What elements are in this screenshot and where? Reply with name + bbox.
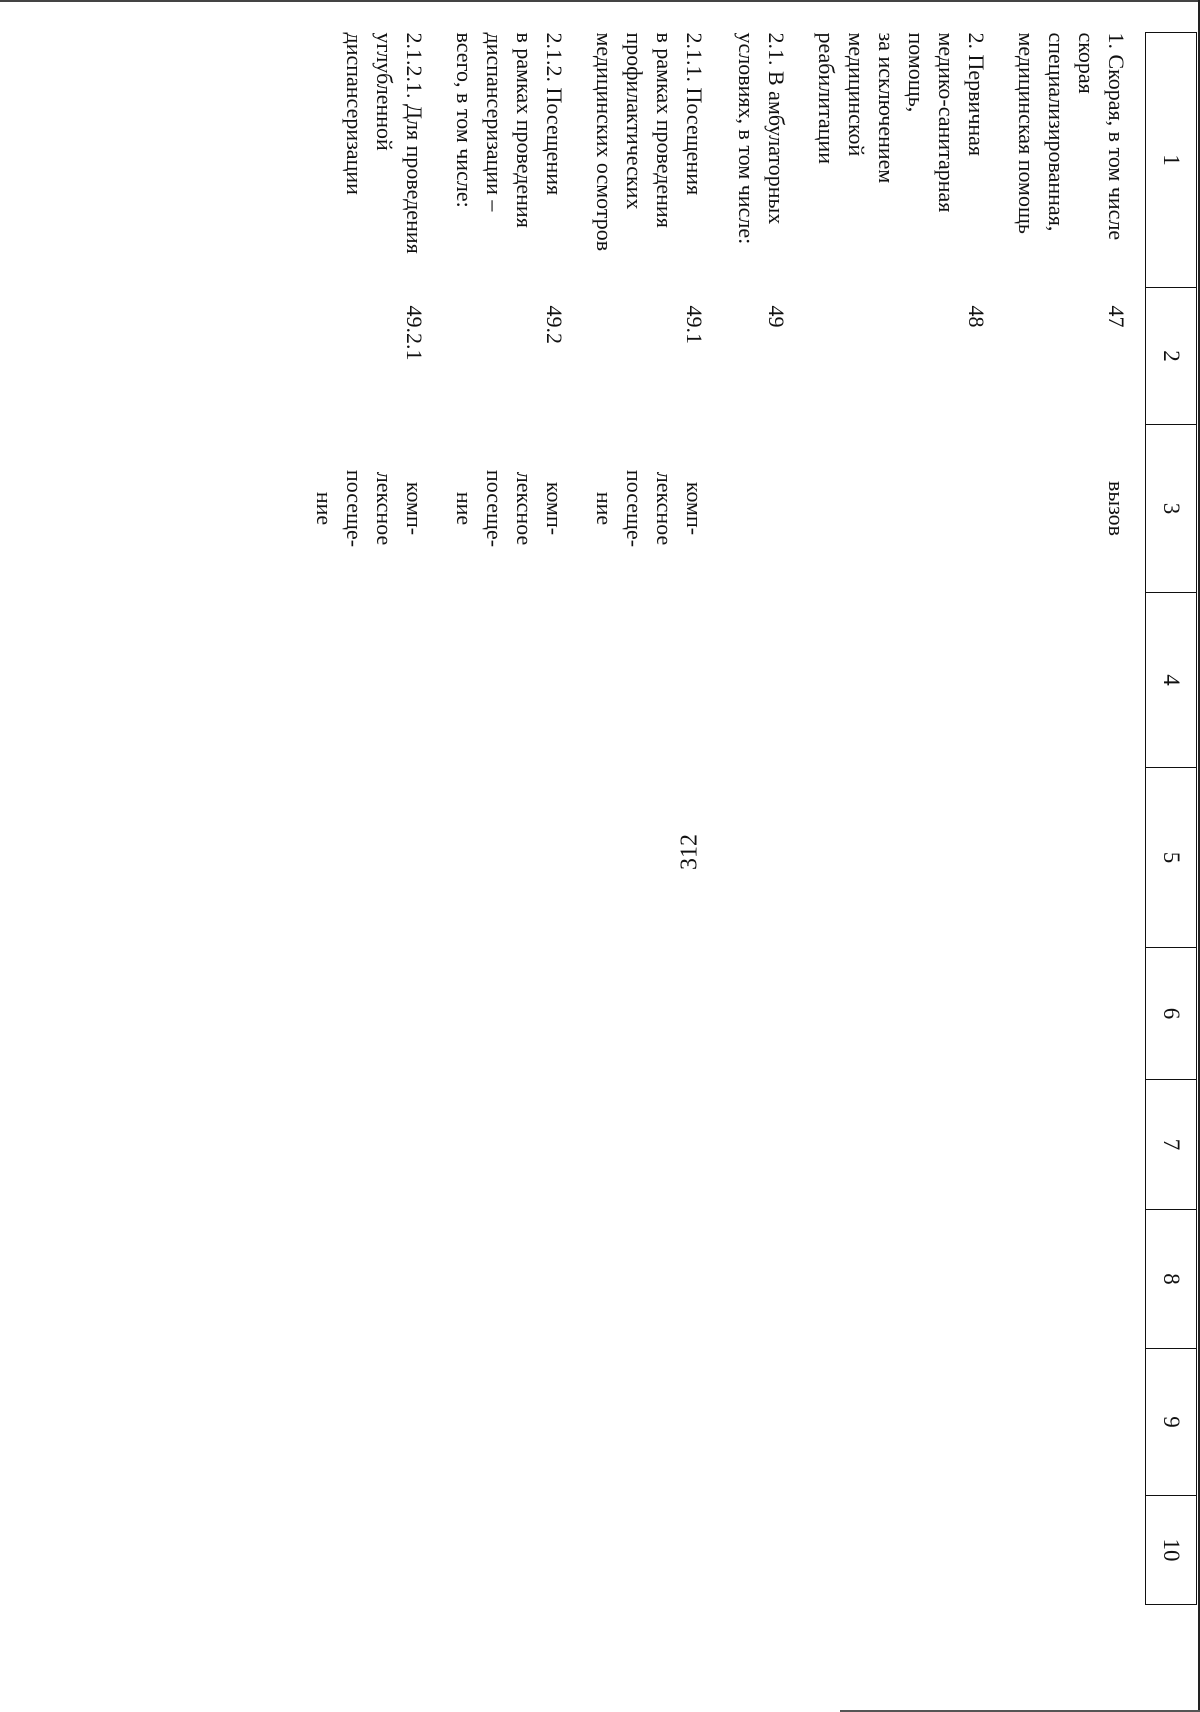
row-name-line: помощь, bbox=[904, 32, 929, 113]
row-code-cell: 48 bbox=[964, 305, 989, 328]
row-name-line: углубленной bbox=[372, 32, 397, 151]
row-unit-line: вызов bbox=[1104, 480, 1129, 537]
column-header: 5 bbox=[1146, 768, 1197, 948]
row-name-line: 2. Первичная bbox=[964, 32, 989, 157]
row-name-line: медицинская помощь bbox=[1014, 32, 1039, 234]
row-name-line: 2.1.2. Посещения bbox=[542, 32, 567, 196]
row-unit-line: лексное bbox=[652, 471, 677, 546]
row-name-line: 1. Скорая, в том числе bbox=[1104, 32, 1129, 241]
column-header: 3 bbox=[1146, 425, 1197, 593]
row-name-line: медицинских осмотров bbox=[592, 32, 617, 252]
row-name-line: скорая bbox=[1074, 32, 1099, 94]
row-name-line: 2.1.2.1. Для проведения bbox=[402, 32, 427, 254]
row-unit-cell bbox=[991, 425, 1146, 593]
table-row bbox=[791, 33, 991, 1605]
row-unit-cell bbox=[289, 425, 429, 593]
column-header: 1 bbox=[1146, 33, 1197, 288]
row-code-cell: 49.1 bbox=[682, 305, 707, 344]
row-name-line: диспансеризации – bbox=[482, 32, 507, 212]
row-code-cell: 49.2 bbox=[542, 305, 567, 344]
table-row bbox=[991, 33, 1146, 1605]
row-name-line: за исключением bbox=[874, 32, 899, 184]
row-unit-line: лексное bbox=[372, 471, 397, 546]
table-row bbox=[429, 33, 569, 1605]
row-name-line: реабилитации bbox=[814, 32, 839, 164]
row-unit-cell bbox=[569, 425, 709, 593]
table-header-row bbox=[1146, 33, 1197, 1605]
row-code-cell: 49.2.1 bbox=[402, 305, 427, 361]
row-code-cell: 49 bbox=[764, 305, 789, 328]
row-name-line: условиях, в том числе: bbox=[734, 32, 759, 245]
column-header: 2 bbox=[1146, 288, 1197, 425]
row-code-cell: 47 bbox=[1104, 305, 1129, 328]
column-header: 9 bbox=[1146, 1349, 1197, 1496]
rotated-table-wrapper bbox=[289, 32, 1197, 1605]
row-name-cell bbox=[429, 33, 569, 288]
row-name-cell bbox=[791, 33, 991, 288]
page-number: 312 bbox=[676, 834, 703, 870]
row-unit-line: ние bbox=[592, 491, 617, 526]
row-unit-line: комп- bbox=[682, 481, 707, 536]
row-name-cell bbox=[991, 33, 1146, 288]
column-header: 10 bbox=[1146, 1496, 1197, 1605]
row-name-line: в рамках проведения bbox=[512, 32, 537, 228]
row-name-line: 2.1. В амбулаторных bbox=[764, 32, 789, 225]
row-unit-line: посеще- bbox=[482, 469, 507, 548]
row-name-line: всего, в том числе: bbox=[452, 32, 477, 208]
column-header: 8 bbox=[1146, 1210, 1197, 1349]
row-unit-line: посеще- bbox=[342, 469, 367, 548]
row-name-cell bbox=[709, 33, 791, 288]
row-name-line: медицинской bbox=[844, 32, 869, 157]
row-name-line: в рамках проведения bbox=[652, 32, 677, 228]
data-table bbox=[289, 32, 1197, 1605]
row-unit-line: лексное bbox=[512, 471, 537, 546]
row-name-line: медико-санитарная bbox=[934, 32, 959, 213]
row-name-line: диспансеризации bbox=[342, 32, 367, 195]
column-header: 7 bbox=[1146, 1080, 1197, 1210]
row-name-line: 2.1.1. Посещения bbox=[682, 32, 707, 196]
row-unit-line: ние bbox=[312, 491, 337, 526]
scan-edge-top bbox=[0, 0, 1200, 2]
table-row bbox=[709, 33, 791, 1605]
row-unit-line: посеще- bbox=[622, 469, 647, 548]
row-unit-line: ние bbox=[452, 491, 477, 526]
row-unit-cell bbox=[709, 425, 791, 593]
row-name-line: специализированная, bbox=[1044, 32, 1069, 232]
table-row bbox=[569, 33, 709, 1605]
row-unit-cell bbox=[791, 425, 991, 593]
row-name-line: профилактических bbox=[622, 32, 647, 210]
column-header: 6 bbox=[1146, 948, 1197, 1080]
table-row bbox=[289, 33, 429, 1605]
column-header: 4 bbox=[1146, 593, 1197, 768]
row-unit-line: комп- bbox=[402, 481, 427, 536]
row-unit-line: комп- bbox=[542, 481, 567, 536]
row-unit-cell bbox=[429, 425, 569, 593]
row-name-cell bbox=[569, 33, 709, 288]
row-name-cell bbox=[289, 33, 429, 288]
